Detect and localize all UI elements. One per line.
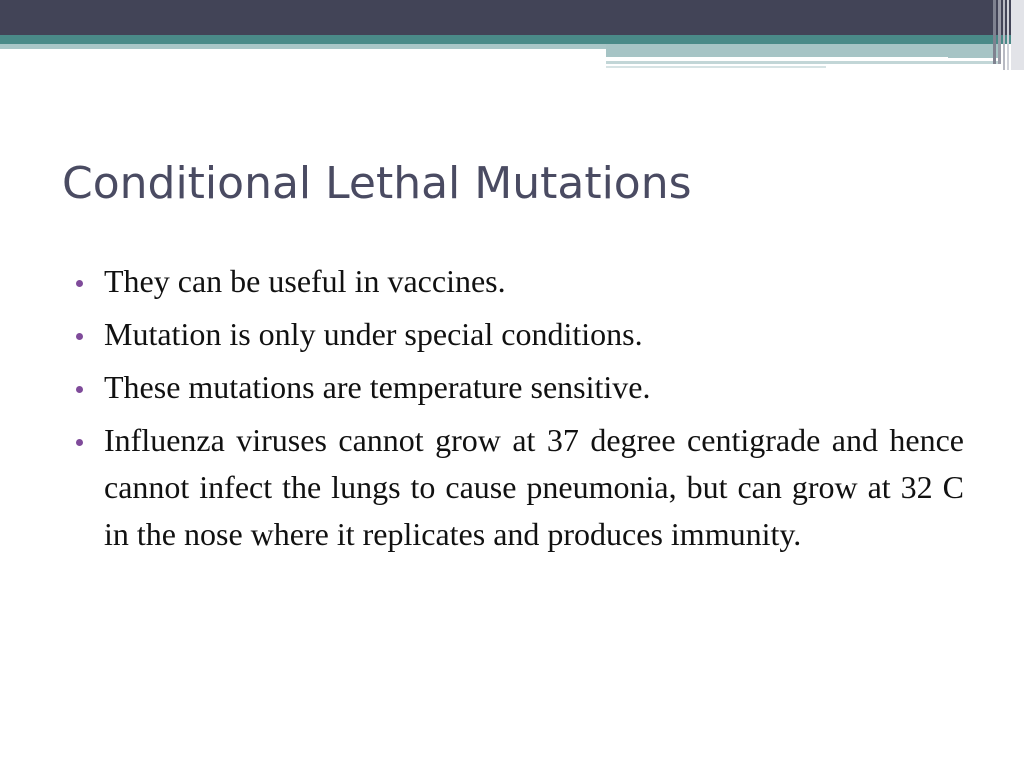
slide-title: Conditional Lethal Mutations: [62, 158, 692, 209]
bullet-marker-icon: [76, 280, 83, 287]
bullet-list: [76, 258, 964, 564]
header-tab: [606, 44, 1000, 58]
header-band-pale: [0, 44, 606, 49]
header-vertical-stripe: [998, 0, 1001, 64]
bullet-marker-icon: [76, 386, 83, 393]
header-vertical-stripe: [1011, 0, 1024, 70]
bullet-item: [76, 258, 964, 305]
bullet-text: They can be useful in vaccines.: [104, 263, 506, 299]
bullet-marker-icon: [76, 439, 83, 446]
header-vertical-stripe: [1007, 0, 1009, 70]
header-band-teal: [0, 35, 1024, 44]
bullet-item: [76, 417, 964, 558]
bullet-text: Influenza viruses cannot grow at 37 degree centigrade and hence cannot infect the lungs to cause pneumonia, but can grow at 32 C in the nose where it replicates and produces immunity.: [104, 422, 964, 552]
bullet-text: Mutation is only under special conditions.: [104, 316, 643, 352]
header-vertical-stripe: [993, 0, 996, 64]
bullet-item: [76, 311, 964, 358]
bullet-text: These mutations are temperature sensitive.: [104, 369, 651, 405]
bullet-item: [76, 364, 964, 411]
header-tab-line: [606, 66, 826, 68]
header-vertical-stripe: [1003, 0, 1005, 70]
header-band-dark: [0, 0, 1024, 35]
bullet-marker-icon: [76, 333, 83, 340]
header-tab-line: [606, 57, 948, 59]
header-tab-line: [606, 61, 1000, 64]
